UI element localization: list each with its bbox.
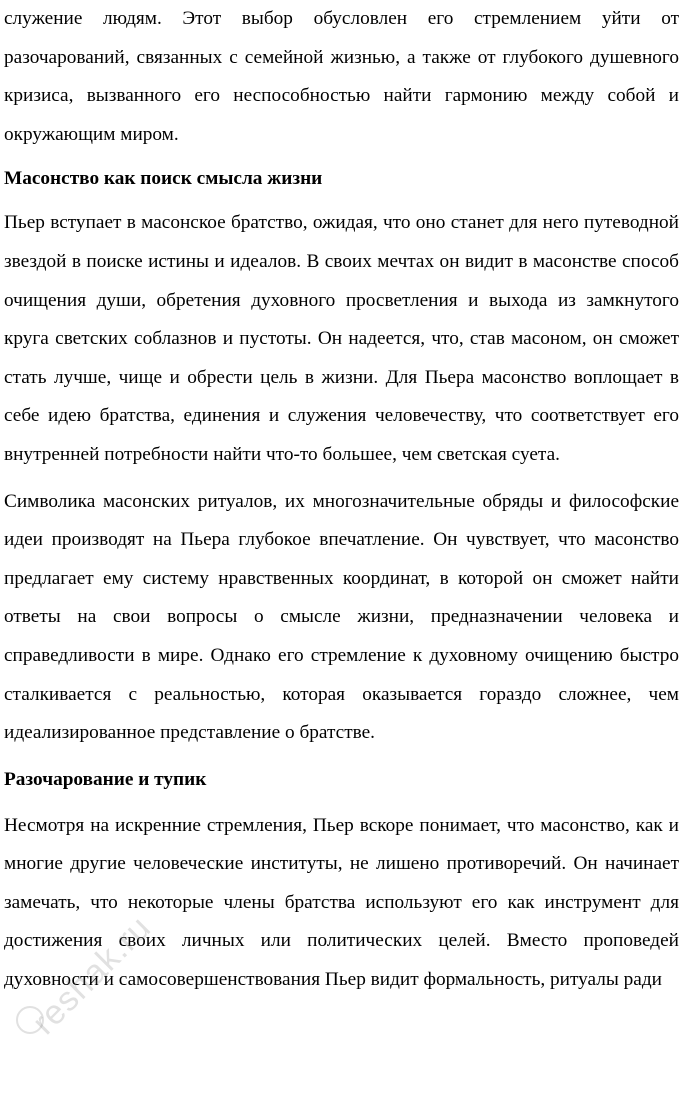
section-heading-disappointment: Разочарование и тупик — [4, 768, 207, 790]
intro-paragraph: служение людям. Этот выбор обусловлен его стремлением уйти от разочарований, связанных с семейной жизнью, а также от глубокого душевного кризиса, вызванного его неспособностью найти гармонию между собой и окружающим миром. — [4, 8, 679, 145]
paragraph-disappointment-1: Несмотря на искренние стремления, Пьер вскоре понимает, что масонство, как и многие другие человеческие институты, не лишено противоречий. Он начинает замечать, что некоторые члены братства используют его как инструмент для достижения своих личных или политических целей. Вместо проповедей духовности и самосовершенствования Пьер видит формальность, ритуалы ради — [4, 814, 679, 991]
paragraph-masonry-1: Пьер вступает в масонское братство, ожидая, что оно станет для него путеводной звездой в поиске истины и идеалов. В своих мечтах он видит в масонстве способ очищения души, обретения духовного просветления и выхода из замкнутого круга светских соблазнов и пустоты. Он надеется, что, став масоном, он сможет стать лучше, чище и обрести цель в жизни. Для Пьера масонство воплощает в себе идею братства, единения и служения человечеству, что соответствует его внутренней потребности найти что-то большее, чем светская суета. — [4, 212, 679, 465]
watermark-text: reshak.ru — [25, 908, 159, 1042]
section-heading-masonry: Масонство как поиск смысла жизни — [4, 168, 323, 190]
paragraph-masonry-2: Символика масонских ритуалов, их многозначительные обряды и философские идеи производят на Пьера глубокое впечатление. Он чувствует, что масонство предлагает ему систему нравственных координат, в которой он сможет найти ответы на свои вопросы о смысле жизни, предназначении человека и справедливости в мире. Однако его стремление к духовному очищению быстро сталкивается с реальностью, которая оказывается гораздо сложнее, чем идеализированное представление о братстве. — [4, 490, 679, 744]
